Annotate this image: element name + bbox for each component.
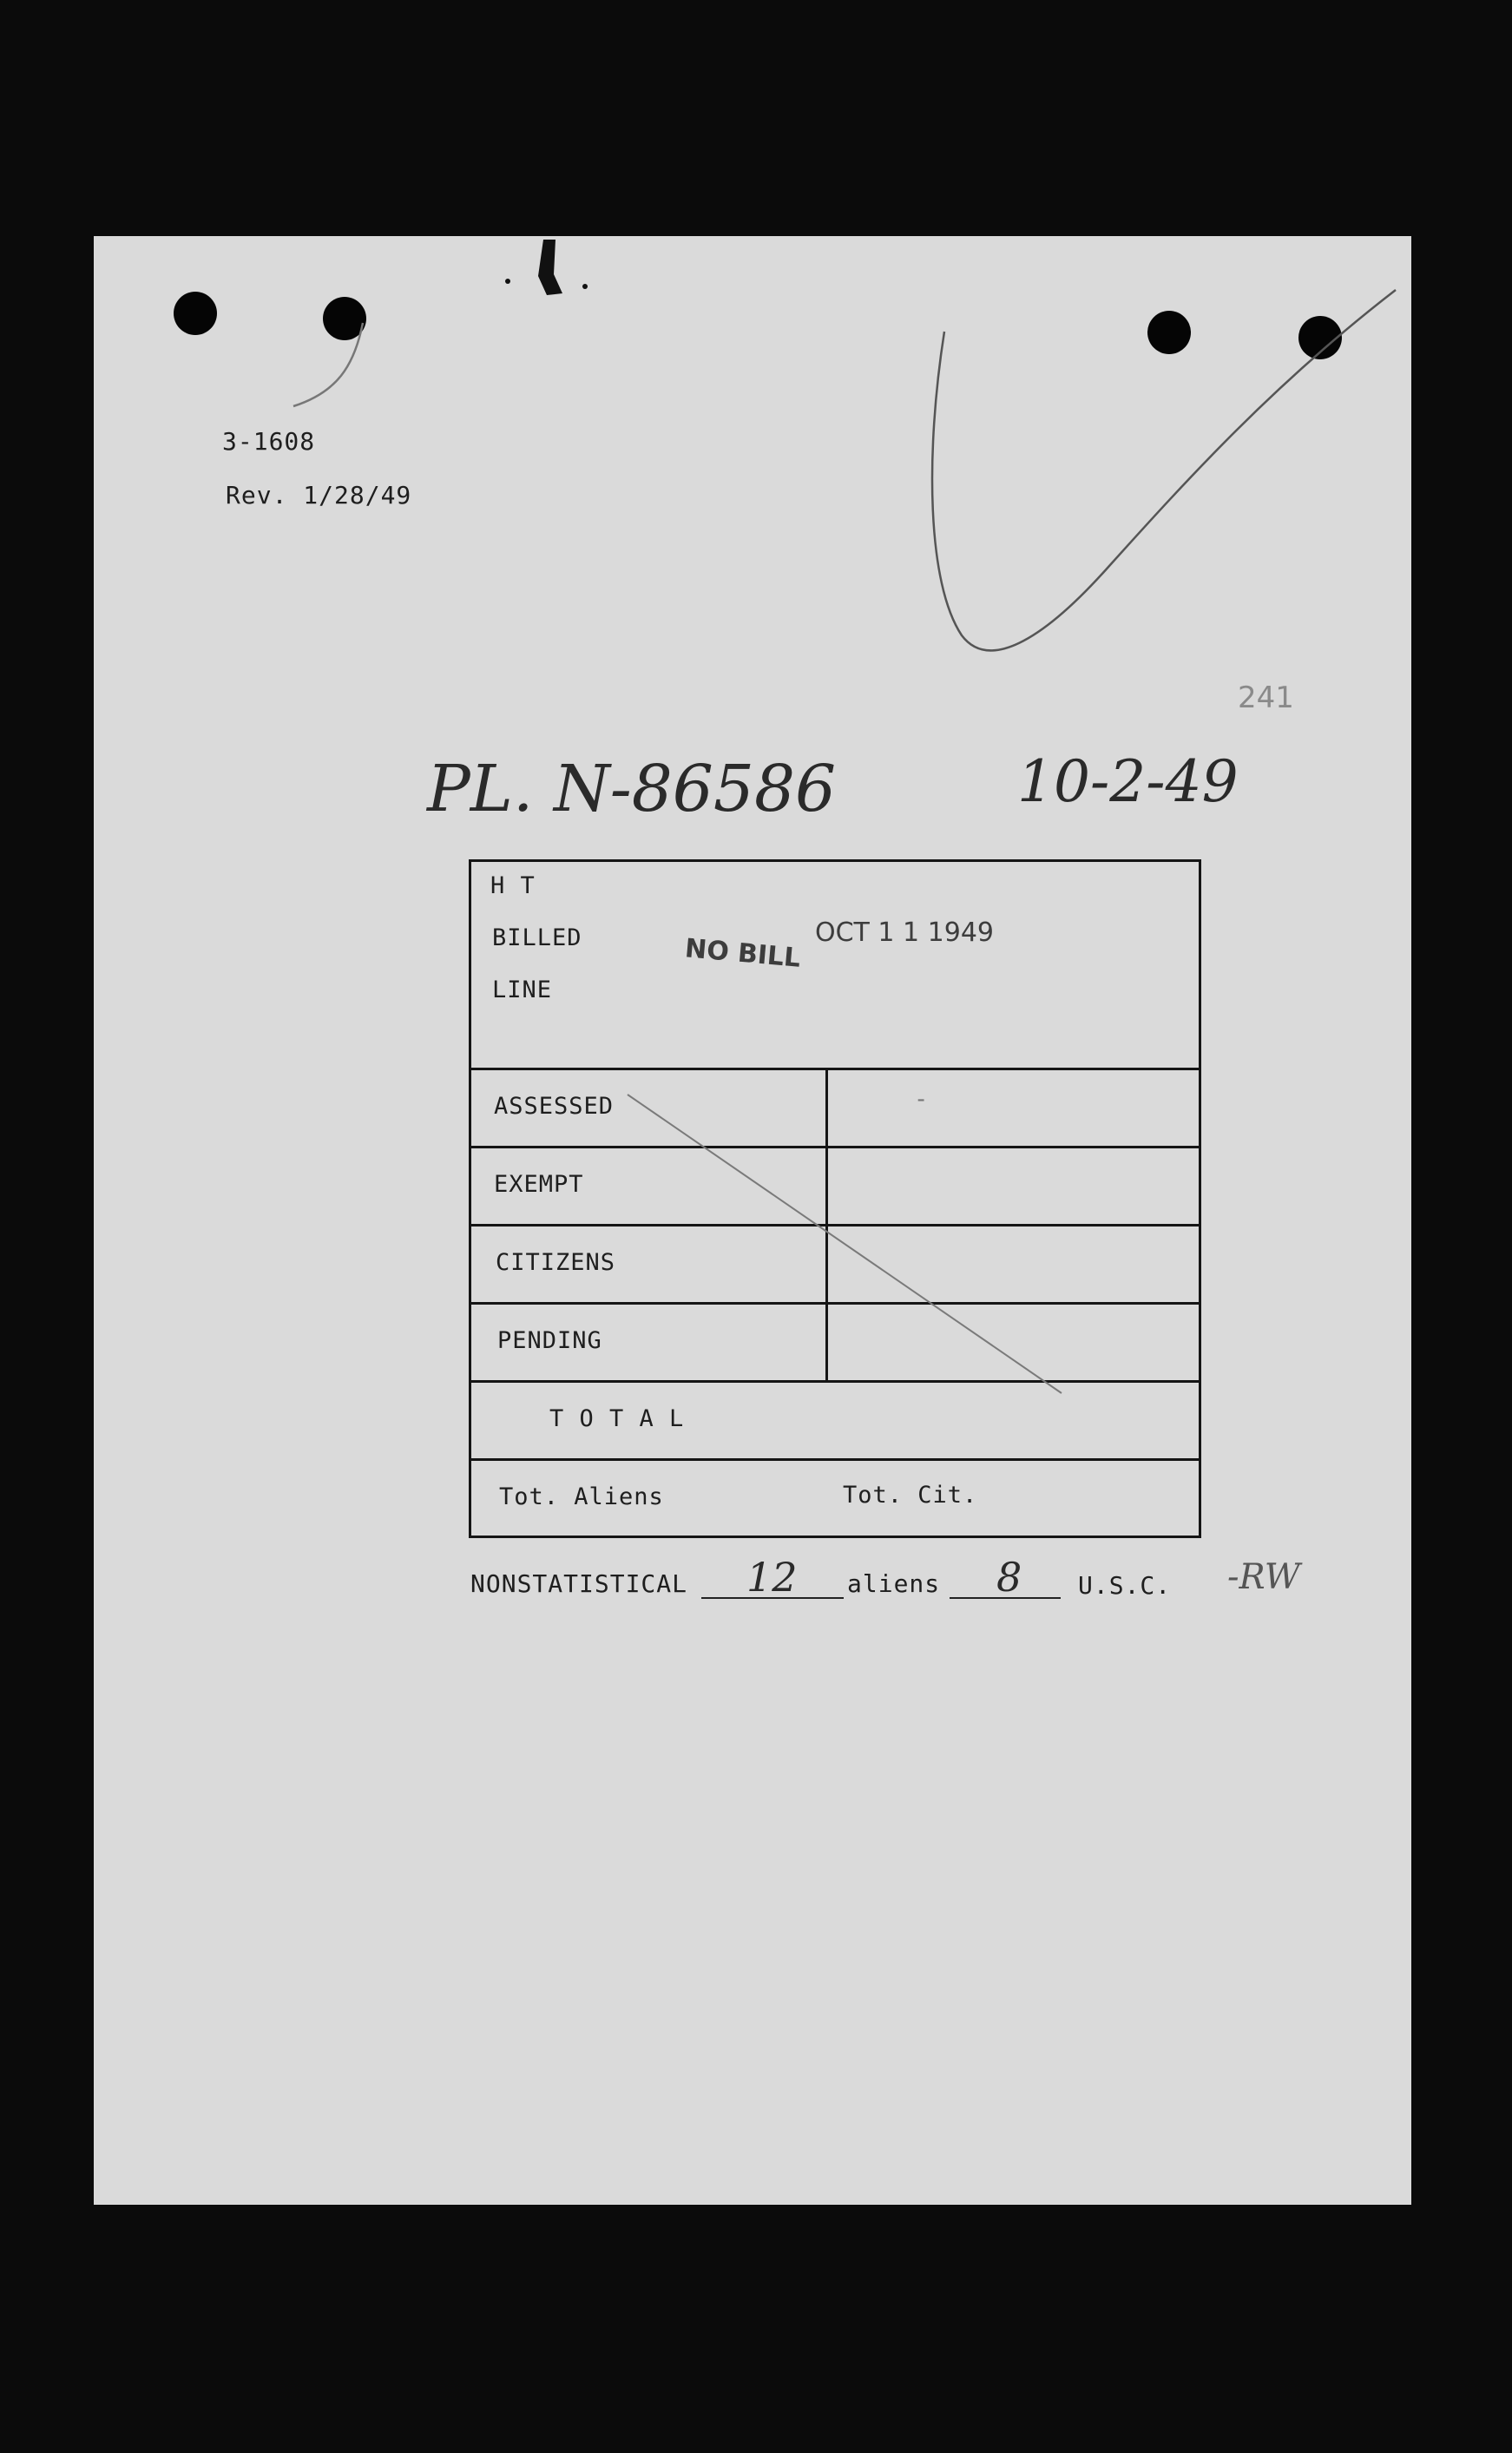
citizens-label: CITIZENS bbox=[496, 1249, 616, 1276]
ink-speck bbox=[505, 279, 510, 284]
usc-label: U.S.C. bbox=[1078, 1571, 1172, 1600]
handwritten-file-number: PL. N-86586 bbox=[427, 752, 837, 826]
handwritten-aliens-count: 12 bbox=[746, 1554, 798, 1601]
form-number: 3-1608 bbox=[222, 427, 316, 456]
no-bill-stamp: NO BILL bbox=[683, 933, 802, 974]
form-revision: Rev. 1/28/49 bbox=[226, 481, 412, 510]
ink-speck bbox=[582, 284, 588, 289]
ink-blot bbox=[538, 240, 562, 295]
nonstatistical-label: NONSTATISTICAL bbox=[470, 1569, 688, 1598]
date-received-stamp: OCT 1 1 1949 bbox=[815, 917, 995, 948]
total-citizens-label: Tot. Cit. bbox=[843, 1482, 978, 1509]
pencil-tick-mark bbox=[293, 323, 363, 406]
ht-label: H T bbox=[490, 872, 536, 899]
exempt-label: EXEMPT bbox=[494, 1171, 584, 1198]
pencil-check-mark bbox=[932, 290, 1396, 650]
total-aliens-label: Tot. Aliens bbox=[499, 1483, 664, 1510]
cancel-line bbox=[471, 862, 1204, 1541]
line-label: LINE bbox=[492, 977, 553, 1003]
corner-number: 241 bbox=[1238, 681, 1294, 715]
handwritten-date: 10-2-49 bbox=[1017, 748, 1239, 815]
pending-label: PENDING bbox=[497, 1327, 602, 1354]
total-label: T O T A L bbox=[549, 1405, 685, 1432]
aliens-label: aliens bbox=[847, 1569, 941, 1598]
handwritten-usc-count: 8 bbox=[996, 1554, 1022, 1601]
assessed-label: ASSESSED bbox=[494, 1093, 615, 1120]
assessed-value: - bbox=[914, 1086, 930, 1113]
statistics-form-box bbox=[469, 859, 1201, 1538]
handwritten-initials: -RW bbox=[1227, 1557, 1300, 1597]
index-card bbox=[94, 236, 1411, 2205]
billed-label: BILLED bbox=[492, 924, 582, 951]
